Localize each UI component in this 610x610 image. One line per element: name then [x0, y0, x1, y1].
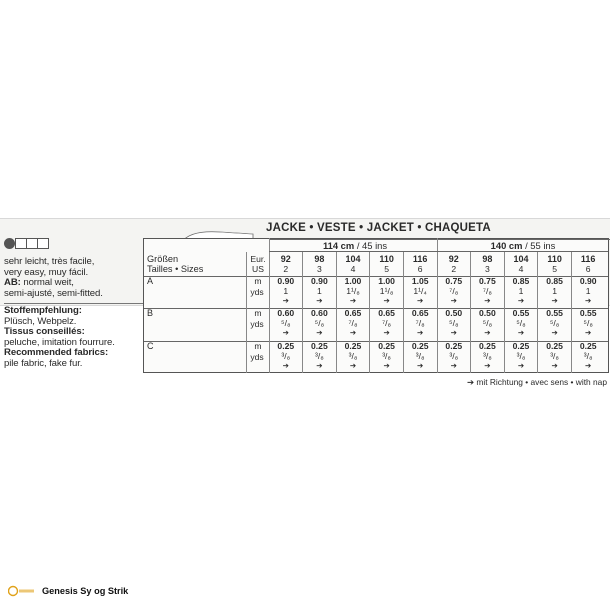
fit-label: AB:: [4, 277, 21, 289]
yardage-m: 1.00: [378, 276, 395, 286]
fabric-de-title: Stoffempfehlung:: [4, 305, 82, 316]
unit-yds: yds: [250, 287, 264, 297]
yardage-yds: ³/₈: [281, 351, 291, 361]
size-eur-98: 98: [482, 254, 493, 264]
yardage-m: 0.50: [445, 308, 463, 318]
yardage-yds: ⁵/₈: [281, 318, 291, 328]
nap-arrow-icon: ➔: [517, 361, 525, 370]
yardage-m: 0.25: [411, 341, 429, 351]
nap-arrow-icon: ➔: [484, 328, 491, 337]
nap-arrow-icon: ➔: [450, 328, 457, 337]
view-label-B: B: [147, 308, 154, 318]
nap-arrow-icon: ➔: [383, 328, 390, 337]
yardage-yds: ⁷/₈: [482, 286, 492, 296]
yardage-yds: ⁵/₈: [314, 318, 325, 328]
nap-arrow-icon: ➔: [383, 361, 390, 370]
yardage-m: 0.25: [445, 341, 463, 351]
nap-arrow-icon: ➔: [282, 328, 289, 337]
nap-arrow-icon: ➔: [517, 296, 525, 305]
size-eur-104: 104: [345, 254, 361, 264]
width-header-140: [458, 240, 588, 251]
yardage-yds: ³/₈: [550, 351, 559, 361]
yardage-m: 0.75: [445, 276, 463, 286]
yardage-yds: ⁵/₈: [583, 318, 593, 328]
yardage-yds: ³/₈: [348, 351, 358, 361]
unit-yds: yds: [250, 352, 264, 362]
yardage-m: 0.25: [277, 341, 295, 351]
yardage-m: 0.50: [479, 308, 496, 318]
size-eur-104: 104: [513, 254, 529, 264]
nap-arrow-icon: ➔: [484, 361, 491, 370]
fabric-fr-title: Tissus conseillés:: [4, 326, 85, 338]
left-divider: [4, 303, 143, 304]
yardage-yds: 1¹/₄: [413, 286, 427, 296]
difficulty-box: [37, 238, 49, 249]
yardage-m: 0.25: [546, 341, 563, 351]
nap-arrow-icon: ➔: [349, 328, 357, 337]
fabric-recommendations: [4, 306, 154, 370]
fabric-fr-text: peluche, imitation fourrure.: [4, 336, 115, 348]
size-eur-110: 110: [547, 254, 562, 264]
yardage-m: 0.55: [546, 308, 563, 318]
size-us-5: 5: [552, 264, 557, 274]
sizes-label-line-1: Größen: [147, 254, 179, 264]
size-eur-116: 116: [580, 254, 596, 264]
size-eur-110: 110: [379, 254, 394, 264]
yardage-yds: ³/₈: [382, 351, 391, 361]
unit-yds: yds: [250, 319, 264, 329]
size-eur-92: 92: [448, 254, 459, 264]
yardage-m: 0.25: [479, 341, 496, 351]
sizes-label-line-2: Tailles • Sizes: [147, 264, 204, 274]
yardage-m: 0.25: [512, 341, 530, 351]
yardage-m: 0.60: [311, 308, 328, 318]
size-system-eur: Eur.: [250, 254, 266, 264]
shop-name: Genesis Sy og Strik: [42, 586, 129, 596]
yardage-m: 0.25: [579, 341, 597, 351]
fabric-en-text: pile fabric, fake fur.: [4, 357, 83, 369]
yardage-yds: ³/₈: [583, 351, 593, 361]
size-us-6: 6: [417, 264, 423, 274]
fabric-en-title: Recommended fabrics:: [4, 347, 109, 359]
nap-arrow-icon: ➔: [282, 361, 289, 370]
size-us-2: 2: [451, 264, 457, 274]
nap-arrow-icon: ➔: [316, 361, 323, 370]
size-us-4: 4: [518, 264, 524, 274]
view-label-C: C: [147, 341, 154, 351]
yardage-m: 0.25: [344, 341, 362, 351]
size-us-2: 2: [283, 264, 289, 274]
yardage-m: 0.25: [378, 341, 395, 351]
yardage-m: 0.90: [277, 276, 295, 286]
yardage-m: 1.00: [344, 276, 362, 286]
yardage-m: 0.75: [479, 276, 496, 286]
yardage-yds: ⁷/₈: [415, 318, 425, 328]
yardage-m: 0.55: [579, 308, 597, 318]
size-us-5: 5: [384, 264, 389, 274]
yardage-yds: ⁵/₈: [516, 318, 526, 328]
width-value: 140 cm: [490, 240, 523, 251]
yardage-yds: 1: [518, 286, 524, 296]
yardage-m: 0.65: [378, 308, 395, 318]
nap-arrow-icon: ➔: [517, 328, 525, 337]
nap-arrow-icon: ➔: [551, 361, 558, 370]
unit-m: m: [254, 308, 262, 318]
size-eur-92: 92: [280, 254, 291, 264]
fit-text-1: normal weit,: [20, 277, 74, 289]
fabric-de-text: Plüsch, Webpelz.: [4, 315, 77, 327]
difficulty-line-2: very easy, muy fácil.: [4, 266, 89, 278]
yardage-m: 0.90: [311, 276, 328, 286]
yardage-yds: 1: [283, 286, 289, 296]
nap-arrow-icon: ➔: [585, 328, 592, 337]
yardage-yds: 1¹/₈: [379, 286, 394, 296]
yardage-m: 0.60: [277, 308, 295, 318]
nap-arrow-icon: ➔: [585, 296, 592, 305]
yardage-yds: 1: [552, 286, 557, 296]
yardage-m: 0.90: [579, 276, 597, 286]
width-header-rule: [269, 251, 608, 252]
size-system-us: US: [252, 264, 264, 274]
yardage-m: 1.05: [411, 276, 429, 286]
width-ins: / 55 ins: [522, 240, 556, 251]
yardage-yds: ³/₈: [415, 351, 425, 361]
yardage-yds: ⁷/₈: [449, 286, 459, 296]
yardage-m: 0.85: [512, 276, 530, 286]
fit-line-2: semi-ajusté, semi-fitted.: [4, 287, 103, 299]
nap-arrow-icon: ➔: [551, 296, 558, 305]
yardage-yds: ³/₈: [314, 351, 324, 361]
nap-arrow-icon: ➔: [349, 361, 357, 370]
view-label-A: A: [147, 276, 154, 286]
yardage-yds: 1: [585, 286, 591, 296]
nap-arrow-icon: ➔: [282, 296, 289, 305]
nap-arrow-icon: ➔: [417, 296, 424, 305]
yardage-yds: ³/₈: [516, 351, 526, 361]
yardage-yds: ³/₈: [449, 351, 459, 361]
unit-m: m: [254, 341, 262, 351]
nap-arrow-icon: ➔: [551, 328, 558, 337]
nap-arrow-icon: ➔: [417, 328, 424, 337]
nap-arrow-icon: ➔: [585, 361, 592, 370]
yardage-yds: ⁵/₈: [449, 318, 459, 328]
difficulty-line-1: sehr leicht, très facile,: [4, 256, 95, 267]
difficulty-dot-filled: [4, 238, 15, 249]
yardage-yds: ³/₈: [482, 351, 492, 361]
nap-arrow-icon: ➔: [383, 296, 390, 305]
size-eur-98: 98: [314, 254, 325, 264]
unit-column-rule: [246, 252, 247, 373]
genesis-logo-icon: [8, 584, 36, 598]
size-eur-116: 116: [412, 254, 428, 264]
size-us-3: 3: [485, 264, 490, 274]
yardage-m: 0.65: [344, 308, 362, 318]
nap-arrow-icon: ➔: [316, 328, 323, 337]
nap-arrow-icon: ➔: [417, 361, 424, 370]
nap-arrow-icon: ➔: [484, 296, 491, 305]
width-ins: / 45 ins: [354, 240, 388, 251]
yardage-yds: ⁷/₈: [348, 318, 358, 328]
yardage-m: 0.25: [311, 341, 328, 351]
nap-note: ➔ mit Richtung • avec sens • with nap: [467, 377, 607, 387]
nap-arrow-icon: ➔: [450, 361, 457, 370]
yardage-m: 0.55: [512, 308, 530, 318]
nap-arrow-icon: ➔: [450, 296, 457, 305]
width-header-114: [290, 240, 420, 251]
difficulty-indicator: [4, 238, 48, 249]
size-us-3: 3: [317, 264, 322, 274]
nap-arrow-icon: ➔: [316, 296, 323, 305]
nap-arrow-icon: ➔: [349, 296, 357, 305]
yardage-yds: 1: [317, 286, 322, 296]
yardage-m: 0.85: [546, 276, 563, 286]
yardage-yds: ⁵/₈: [549, 318, 560, 328]
yardage-yds: ⁵/₈: [482, 318, 493, 328]
size-us-6: 6: [585, 264, 591, 274]
unit-m: m: [254, 276, 262, 286]
yardage-yds: ⁷/₈: [382, 318, 392, 328]
difficulty-text: [4, 257, 144, 299]
width-value: 114 cm: [322, 240, 355, 251]
yardage-m: 0.65: [411, 308, 429, 318]
size-us-4: 4: [350, 264, 356, 274]
yardage-yds: 1¹/₈: [346, 286, 360, 296]
garment-title: JACKE • VESTE • JACKET • CHAQUETA: [266, 222, 491, 234]
